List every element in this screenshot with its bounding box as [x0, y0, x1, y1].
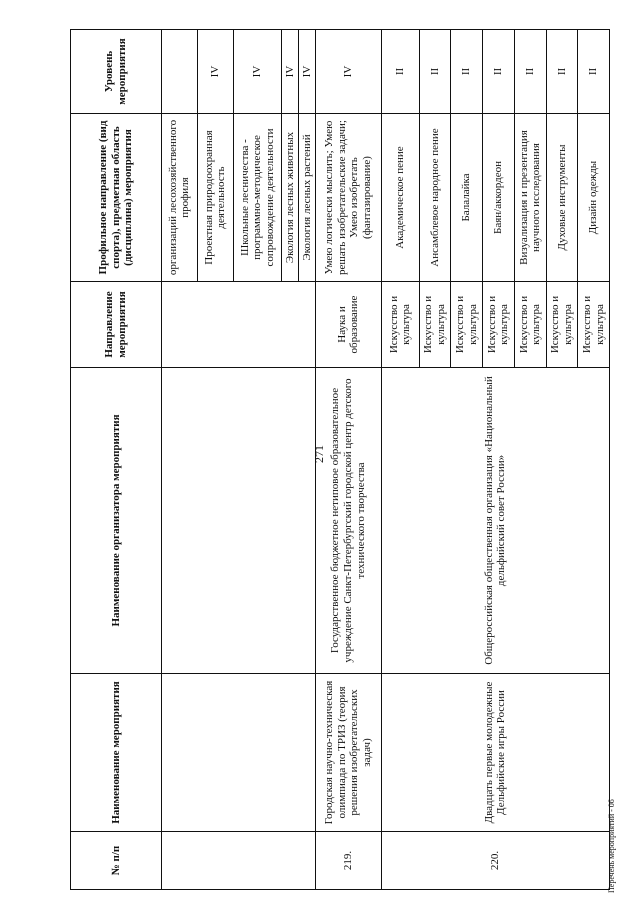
cont-direction: [161, 282, 315, 368]
header-organizer: Наименование организатора мероприятия: [71, 368, 162, 674]
row-219-direction: Наука и образование: [316, 282, 382, 368]
row-219-organizer: Государственное бюджетное нетиповое образовательное учреждение Санкт-Петербургский городской центр детского технического творчества: [316, 368, 382, 674]
cont-level: IV: [282, 30, 299, 114]
cont-profile: организаций лесохозяйственного профиля: [161, 114, 197, 282]
cont-profile: Проектная природоохранная деятельность: [197, 114, 233, 282]
table-row: [161, 30, 197, 890]
header-event: Наименование мероприятия: [71, 674, 162, 832]
row-219-event: Городская научно-техническая олимпиада по ТРИЗ (теория решения изобретательских задач): [316, 674, 382, 832]
row-220-num: 220.: [381, 832, 609, 890]
row-219-num: 219.: [316, 832, 382, 890]
row-220-level: II: [546, 30, 578, 114]
row-220-direction: Искусство и культура: [419, 282, 451, 368]
row-220-profile: Визуализация и презентация научного исследования: [514, 114, 546, 282]
row-220-event: Двадцать первые молодежные Дельфийские игры России: [381, 674, 609, 832]
row-220-level: II: [451, 30, 483, 114]
table-row-220: [381, 30, 419, 890]
row-220-profile: Балалайка: [451, 114, 483, 282]
row-220-level: II: [514, 30, 546, 114]
row-220-direction: Искусство и культура: [578, 282, 610, 368]
cont-level: [161, 30, 197, 114]
row-220-direction: Искусство и культура: [483, 282, 515, 368]
row-219-level: IV: [316, 30, 382, 114]
header-profile: Профильное направление (вид спорта), предметная область (дисциплина) мероприятия: [71, 114, 162, 282]
event-table-rotated: [70, 30, 610, 890]
cont-level: IV: [299, 30, 316, 114]
cont-level: IV: [233, 30, 282, 114]
cont-organizer: [161, 368, 315, 674]
cont-num: [161, 832, 315, 890]
header-direction: Направление мероприятия: [71, 282, 162, 368]
row-220-level: II: [483, 30, 515, 114]
row-220-level: II: [381, 30, 419, 114]
row-220-direction: Искусство и культура: [514, 282, 546, 368]
row-219-profile: Умею логически мыслить; Умею решать изобретательские задачи; Умею изобретать (фантазирование): [316, 114, 382, 282]
row-220-profile: Духовые инструменты: [546, 114, 578, 282]
page-footer: Перечень мероприятий - 06: [607, 799, 616, 893]
header-level: Уровень мероприятия: [71, 30, 162, 114]
row-220-profile: Ансамблевое народное пение: [419, 114, 451, 282]
row-220-profile: Дизайн одежды: [578, 114, 610, 282]
row-220-direction: Искусство и культура: [451, 282, 483, 368]
row-220-profile: Академическое пение: [381, 114, 419, 282]
row-220-organizer: Общероссийская общественная организация «Национальный дельфийский совет России»: [381, 368, 609, 674]
row-220-profile: Баян/аккордеон: [483, 114, 515, 282]
row-220-level: II: [578, 30, 610, 114]
cont-profile: Экология лесных животных: [282, 114, 299, 282]
header-num: № п/п: [71, 832, 162, 890]
row-220-level: II: [419, 30, 451, 114]
table-row-219: [316, 30, 382, 890]
row-220-direction: Искусство и культура: [381, 282, 419, 368]
cont-level: IV: [197, 30, 233, 114]
cont-profile: Школьные лесничества - программно-методическое сопровождение деятельности: [233, 114, 282, 282]
table-header-row: [71, 30, 162, 890]
cont-event: [161, 674, 315, 832]
cont-profile: Экология лесных растений: [299, 114, 316, 282]
page-number: 271: [312, 445, 326, 463]
event-table: [70, 29, 610, 890]
row-220-direction: Искусство и культура: [546, 282, 578, 368]
